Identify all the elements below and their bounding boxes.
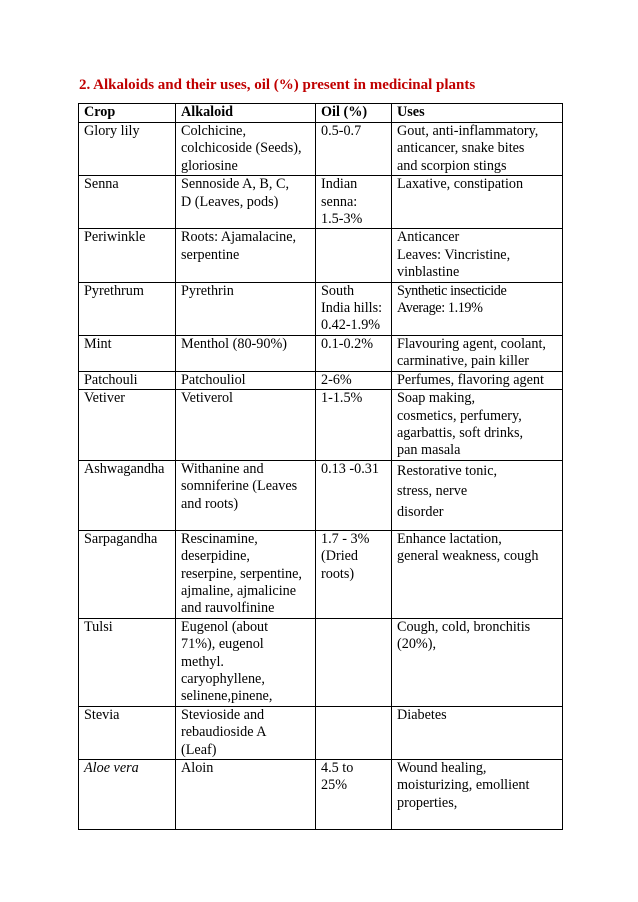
cell-text: Senna bbox=[84, 176, 119, 193]
cell-text: Synthetic insecticide bbox=[397, 282, 507, 299]
cell-oil bbox=[316, 530, 392, 618]
cell-text: Ashwagandha bbox=[84, 460, 165, 477]
cell-uses bbox=[392, 530, 563, 618]
cell-text: Glory lily bbox=[84, 123, 140, 139]
cell-uses bbox=[392, 390, 563, 461]
cell-alkaloid bbox=[176, 176, 316, 229]
cell-text: Withanine and bbox=[181, 460, 264, 477]
cell-oil bbox=[316, 335, 392, 371]
cell-text: Stevia bbox=[84, 706, 120, 723]
cell-text: and scorpion stings bbox=[397, 157, 507, 174]
cell-crop bbox=[79, 530, 176, 618]
cell-text: Tulsi bbox=[84, 618, 113, 635]
cell-oil bbox=[316, 176, 392, 229]
cell-crop bbox=[79, 390, 176, 461]
table-row bbox=[79, 390, 563, 461]
cell-oil bbox=[316, 229, 392, 282]
cell-text: general weakness, cough bbox=[397, 548, 539, 565]
cell-text: Roots: Ajamalacine, bbox=[181, 229, 297, 246]
cell-text: and roots) bbox=[181, 495, 239, 512]
cell-text: ajmaline, ajmalicine bbox=[181, 582, 297, 599]
cell-text: 2-6% bbox=[321, 371, 352, 388]
cell-text: Patchouliol bbox=[181, 371, 246, 388]
cell-text: 25% bbox=[321, 777, 348, 794]
cell-text: and rauvolfinine bbox=[181, 600, 275, 617]
cell-uses bbox=[392, 460, 563, 530]
cell-text: Wound healing, bbox=[397, 760, 487, 776]
cell-text: Colchicine, bbox=[181, 123, 247, 139]
cell-text: Restorative tonic, bbox=[397, 462, 498, 479]
cell-text: colchicoside (Seeds), bbox=[181, 140, 302, 157]
cell-text: selinene,pinene, bbox=[181, 688, 273, 705]
cell-oil bbox=[316, 618, 392, 706]
table-body bbox=[79, 123, 563, 830]
cell-text: 0.1-0.2% bbox=[321, 335, 374, 352]
cell-text: 71%), eugenol bbox=[181, 636, 264, 653]
cell-text: roots) bbox=[321, 565, 355, 582]
cell-text: Sarpagandha bbox=[84, 530, 158, 547]
cell-text: Vetiver bbox=[84, 390, 125, 407]
table-row bbox=[79, 123, 563, 176]
cell-alkaloid bbox=[176, 123, 316, 176]
cell-text: Diabetes bbox=[397, 706, 447, 723]
cell-text: Enhance lactation, bbox=[397, 530, 502, 547]
table-row bbox=[79, 760, 563, 830]
cell-alkaloid bbox=[176, 371, 316, 389]
cell-alkaloid bbox=[176, 460, 316, 530]
cell-alkaloid bbox=[176, 706, 316, 759]
cell-text: Mint bbox=[84, 335, 112, 352]
cell-alkaloid bbox=[176, 229, 316, 282]
cell-uses bbox=[392, 371, 563, 389]
cell-oil bbox=[316, 390, 392, 461]
cell-text: agarbattis, soft drinks, bbox=[397, 424, 524, 441]
cell-text: Average: 1.19% bbox=[397, 300, 483, 317]
cell-text: Rescinamine, bbox=[181, 530, 258, 547]
table-row bbox=[79, 229, 563, 282]
cell-uses bbox=[392, 176, 563, 229]
cell-alkaloid bbox=[176, 390, 316, 461]
cell-oil bbox=[316, 706, 392, 759]
cell-crop bbox=[79, 618, 176, 706]
header-alkaloid: Alkaloid bbox=[176, 104, 316, 123]
header-oil: Oil (%) bbox=[316, 104, 392, 123]
cell-crop bbox=[79, 229, 176, 282]
cell-text: Leaves: Vincristine, bbox=[397, 246, 511, 263]
cell-text: senna: bbox=[321, 193, 358, 210]
cell-text: Flavouring agent, coolant, bbox=[397, 335, 546, 352]
cell-text: Gout, anti-inflammatory, bbox=[397, 123, 539, 139]
cell-text: D (Leaves, pods) bbox=[181, 193, 279, 210]
alkaloids-table bbox=[78, 103, 563, 830]
cell-crop bbox=[79, 123, 176, 176]
cell-alkaloid bbox=[176, 335, 316, 371]
table-row bbox=[79, 335, 563, 371]
cell-text: 0.42-1.9% bbox=[321, 317, 381, 334]
section-heading: 2. Alkaloids and their uses, oil (%) present in medicinal plants bbox=[79, 77, 476, 93]
cell-uses bbox=[392, 335, 563, 371]
cell-crop bbox=[79, 371, 176, 389]
cell-text: rebaudioside A bbox=[181, 724, 267, 741]
cell-text: cosmetics, perfumery, bbox=[397, 407, 522, 424]
cell-text: Perfumes, flavoring agent bbox=[397, 371, 544, 388]
table-header-row bbox=[79, 104, 563, 123]
cell-text: somniferine (Leaves bbox=[181, 478, 298, 495]
cell-crop bbox=[79, 335, 176, 371]
cell-text: 0.13 -0.31 bbox=[321, 460, 379, 477]
cell-text: 1-1.5% bbox=[321, 390, 363, 407]
cell-text: 4.5 to bbox=[321, 760, 354, 776]
cell-text: Cough, cold, bronchitis bbox=[397, 618, 531, 635]
cell-text: Vetiverol bbox=[181, 390, 234, 407]
cell-text: deserpidine, bbox=[181, 548, 250, 565]
cell-crop bbox=[79, 760, 176, 830]
cell-text: (20%), bbox=[397, 636, 437, 653]
table-row bbox=[79, 460, 563, 530]
header-uses: Uses bbox=[392, 104, 563, 123]
cell-text: caryophyllene, bbox=[181, 670, 265, 687]
cell-alkaloid bbox=[176, 618, 316, 706]
cell-text: Stevioside and bbox=[181, 706, 265, 723]
cell-text: (Leaf) bbox=[181, 741, 217, 758]
cell-text: disorder bbox=[397, 503, 444, 520]
cell-uses bbox=[392, 760, 563, 830]
cell-crop bbox=[79, 706, 176, 759]
cell-text: Pyrethrin bbox=[181, 282, 234, 299]
cell-text: anticancer, snake bites bbox=[397, 140, 525, 157]
cell-crop bbox=[79, 176, 176, 229]
cell-text: Anticancer bbox=[397, 229, 460, 246]
cell-uses bbox=[392, 123, 563, 176]
table-row bbox=[79, 371, 563, 389]
cell-text: Sennoside A, B, C, bbox=[181, 176, 289, 193]
cell-alkaloid bbox=[176, 760, 316, 830]
cell-text: stress, nerve bbox=[397, 483, 468, 500]
cell-text: Pyrethrum bbox=[84, 282, 144, 299]
cell-oil bbox=[316, 123, 392, 176]
cell-oil bbox=[316, 460, 392, 530]
table-row bbox=[79, 618, 563, 706]
cell-alkaloid bbox=[176, 530, 316, 618]
cell-text: India hills: bbox=[321, 300, 383, 317]
cell-text: (Dried bbox=[321, 548, 359, 565]
cell-uses bbox=[392, 618, 563, 706]
cell-uses bbox=[392, 229, 563, 282]
cell-text: moisturizing, emollient bbox=[397, 777, 530, 794]
cell-oil bbox=[316, 282, 392, 335]
cell-text: reserpine, serpentine, bbox=[181, 565, 302, 582]
table-row bbox=[79, 706, 563, 759]
table-row bbox=[79, 176, 563, 229]
cell-oil bbox=[316, 371, 392, 389]
cell-crop bbox=[79, 282, 176, 335]
cell-text: 1.7 - 3% bbox=[321, 530, 370, 547]
cell-uses bbox=[392, 706, 563, 759]
cell-text: vinblastine bbox=[397, 264, 460, 281]
cell-text: Indian bbox=[321, 176, 358, 193]
table-row bbox=[79, 282, 563, 335]
cell-text: methyl. bbox=[181, 653, 224, 670]
cell-text: Aloin bbox=[181, 760, 214, 776]
cell-text: South bbox=[321, 282, 355, 299]
cell-text: properties, bbox=[397, 794, 458, 811]
cell-crop bbox=[79, 460, 176, 530]
cell-oil bbox=[316, 760, 392, 830]
cell-text: Laxative, constipation bbox=[397, 176, 524, 193]
cell-text: Patchouli bbox=[84, 371, 138, 388]
cell-text: Aloe vera bbox=[84, 760, 139, 776]
cell-text: carminative, pain killer bbox=[397, 353, 529, 370]
table-row bbox=[79, 530, 563, 618]
cell-text: pan masala bbox=[397, 442, 461, 459]
cell-text: 1.5-3% bbox=[321, 211, 363, 228]
header-crop: Crop bbox=[79, 104, 176, 123]
cell-text: 0.5-0.7 bbox=[321, 123, 362, 139]
cell-text: Periwinkle bbox=[84, 229, 146, 246]
cell-alkaloid bbox=[176, 282, 316, 335]
cell-text: Menthol (80-90%) bbox=[181, 335, 287, 352]
cell-text: gloriosine bbox=[181, 157, 238, 174]
cell-text: serpentine bbox=[181, 246, 240, 263]
cell-text: Soap making, bbox=[397, 390, 476, 407]
cell-uses bbox=[392, 282, 563, 335]
cell-text: Eugenol (about bbox=[181, 618, 269, 635]
